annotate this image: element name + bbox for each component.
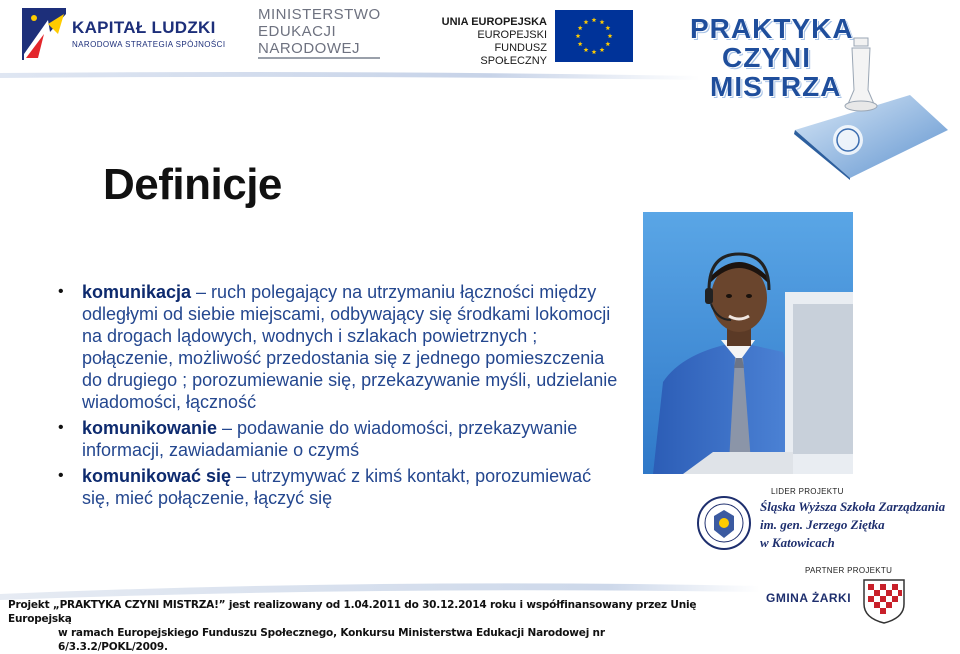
- leader-label: LIDER PROJEKTU: [771, 487, 844, 496]
- definition-term: komunikowanie: [82, 418, 218, 438]
- project-footer: [8, 598, 708, 654]
- eu-line-1: UNIA EUROPEJSKA: [441, 16, 547, 28]
- kapital-ludzki-title: KAPITAŁ LUDZKI: [72, 18, 216, 37]
- header-divider: [0, 70, 700, 80]
- partner-label: PARTNER PROJEKTU: [805, 566, 893, 575]
- school-line-2: im. gen. Jerzego Ziętka: [760, 517, 885, 532]
- project-logo: [690, 14, 950, 101]
- ministry-line-2: EDUKACJI: [258, 23, 337, 40]
- definition-term: komunikacja: [82, 282, 192, 302]
- eu-fund-text: [432, 15, 547, 68]
- gmina-coat-of-arms-icon: [862, 578, 906, 624]
- definition-text: – ruch polegający na utrzymaniu łączności między odległymi od siebie miejscami, odbywający się środkami lokomocji na drogach lądowych, wodnych i szlakach powietrznych ; połączenie, możliwość przedostania się z jednego pomieszczenia do drugiego ; porozumiewanie się, przekazywanie myśli, udzielanie wiadomości, łączność: [82, 282, 618, 412]
- footer-line-2: w ramach Europejskiego Funduszu Społecznego, Konkursu Ministerstwa Edukacji Narodowej nr 6/3.3.2/POKL/2009.: [58, 627, 605, 653]
- school-line-1: Śląska Wyższa Szkoła Zarządzania: [760, 499, 946, 514]
- project-logo-line-1: PRAKTYKA: [690, 13, 854, 44]
- eu-line-3: FUNDUSZ SPOŁECZNY: [480, 42, 547, 67]
- bullet-icon: •: [58, 467, 64, 484]
- definitions-list: [58, 281, 618, 513]
- project-logo-line-3: MISTRZA: [710, 71, 842, 102]
- list-item: [58, 465, 618, 509]
- page-title: Definicje: [103, 160, 282, 209]
- logo-strip: [0, 0, 960, 102]
- ministry-line-1: MINISTERSTWO: [258, 6, 381, 23]
- bullet-icon: •: [58, 283, 64, 300]
- list-item: [58, 417, 618, 461]
- project-logo-line-2: CZYNI: [722, 42, 811, 73]
- definition-term: komunikować się: [82, 466, 232, 486]
- leader-school-name: [760, 498, 956, 552]
- ministry-logo: [258, 6, 408, 57]
- footer-line-1: Projekt „PRAKTYKA CZYNI MISTRZA!” jest realizowany od 1.04.2011 do 30.12.2014 roku i współfinansowany przez Unię Europejską: [8, 599, 697, 625]
- support-agent-photo: [643, 212, 853, 474]
- ministry-line-3: NARODOWEJ: [258, 40, 360, 57]
- definition-text: – podawanie do wiadomości, przekazywanie informacji, zawiadamianie o czymś: [82, 418, 578, 460]
- partner-name: GMINA ŻARKI: [766, 591, 852, 605]
- ministry-rule: [258, 57, 380, 59]
- school-crest-icon: [696, 494, 752, 552]
- bullet-icon: •: [58, 419, 64, 436]
- eu-flag-icon: [555, 10, 633, 62]
- kapital-ludzki-subtitle: NARODOWA STRATEGIA SPÓJNOŚCI: [72, 40, 226, 49]
- school-line-3: w Katowicach: [760, 535, 835, 550]
- list-item: [58, 281, 618, 413]
- eu-line-2: EUROPEJSKI: [477, 29, 547, 41]
- definition-text: – utrzymywać z kimś kontakt, porozumiewać się, mieć połączenie, łączyć się: [82, 466, 592, 508]
